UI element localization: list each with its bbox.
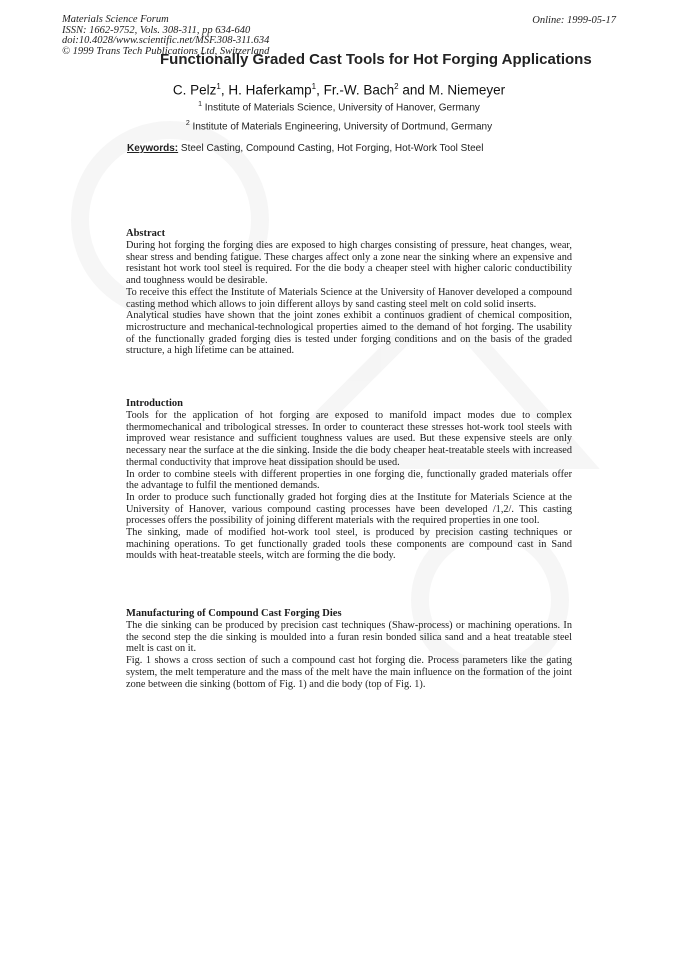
keywords (127, 143, 483, 154)
author-affil-mark: 1 (216, 82, 221, 91)
paper-title (160, 51, 592, 73)
journal-name: Materials Science Forum (62, 14, 169, 25)
affiliation-text: Institute of Materials Science, University of Hanover, Germany (204, 102, 480, 114)
author-list (0, 82, 678, 98)
affiliation-mark: 1 (198, 101, 202, 108)
manufacturing-heading: Manufacturing of Compound Cast Forging Dies (126, 608, 342, 619)
copyright-notice: © 1999 Trans Tech Publications Ltd, Switzerland (62, 45, 270, 57)
online-date: Online: 1999-05-17 (532, 15, 616, 26)
abstract-heading: Abstract (126, 228, 166, 239)
introduction-paragraph: The sinking, made of modified hot-work tool steel, is produced by precision casting techniques or machining operations. To get functionally graded tools these components are compound cast in Sand moulds with heat-treatable steels, witch are forming the die body. (126, 527, 572, 562)
keywords-text: Steel Casting, Compound Casting, Hot Forging, Hot-Work Tool Steel (180, 143, 484, 154)
author-separator: , (220, 82, 229, 98)
manufacturing-paragraph: The die sinking can be produced by precision cast techniques (Shaw-process) or machining operations. In the second step the die sinking is moulded into a furan resin bonded silica sand and a heat treatable steel melt is cast on it. (126, 620, 572, 655)
author-affil-mark: 2 (394, 82, 399, 91)
author-bach: Fr.-W. Bach (323, 82, 395, 98)
abstract-section (126, 228, 572, 357)
affiliation-1 (0, 101, 678, 113)
author-pelz: C. Pelz (172, 82, 217, 98)
introduction-section (126, 398, 572, 562)
paper-title-text: Functionally Graded Cast Tools for Hot Forging Applications (160, 51, 592, 68)
abstract-paragraph: Analytical studies have shown that the joint zones exhibit a continuos gradient of chemical composition, microstructure and mechanical-technological properties aimed to the demand of hot forging. The usability of the functionally graded forging dies is tested under forging conditions and on the basis of the graded structure, a high lifetime can be attained. (126, 310, 572, 357)
author-haferkamp: H. Haferkamp (228, 82, 312, 98)
manufacturing-section (126, 608, 572, 690)
issn-volume-pages: ISSN: 1662-9752, Vols. 308-311, pp 634-640 (62, 24, 251, 36)
abstract-paragraph: To receive this effect the Institute of Materials Science at the University of Hanover developed a compound casting method which allows to join different alloys by sand casting steel melt on cold solid inserts. (126, 286, 572, 310)
author-niemeyer: M. Niemeyer (428, 82, 506, 98)
doi-link[interactable]: doi:10.4028/www.scientific.net/MSF.308-311.634 (62, 35, 270, 47)
introduction-paragraph: In order to combine steels with different properties in one forging die, functionally graded materials offer the advantage to fulfil the mentioned demands. (126, 468, 572, 492)
introduction-paragraph: Tools for the application of hot forging are exposed to manifold impact modes due to complex thermomechanical and tribological stresses. In order to counteract these stresses hot-work tool steels with improved wear resistance and sufficient toughness values are used. But these expensive steels are only necessary near the surface at the die sinking. Inside the die body cheaper heat-treatable steels with increased thermal conductivity that improve heat dissipation should be used. (126, 410, 572, 468)
author-separator: and (398, 82, 429, 98)
affiliation-2 (0, 120, 678, 132)
introduction-paragraph: In order to produce such functionally graded hot forging dies at the Institute for Materials Science at the University of Hanover, various compound casting processes have been developed /1,2/. This casting processes offers the possibility of joining different materials with the required properties in one tool. (126, 491, 572, 527)
affiliation-text: Institute of Materials Engineering, University of Dortmund, Germany (192, 121, 493, 133)
abstract-paragraph: During hot forging the forging dies are exposed to high charges consisting of pressure, heat changes, wear, shear stress and bending fatigue. These charges affect only a zone near the sinking where an expensive and resistant hot work tool steel is required. For the die body a cheaper steel with higher caloric conductibility and toughness would be desirable. (126, 240, 572, 287)
introduction-heading: Introduction (126, 398, 183, 409)
affiliation-mark: 2 (185, 120, 190, 127)
keywords-label: Keywords: (127, 143, 179, 154)
author-affil-mark: 1 (311, 82, 317, 91)
author-separator: , (316, 82, 324, 98)
manufacturing-paragraph: Fig. 1 shows a cross section of such a compound cast hot forging die. Process parameters like the gating system, the melt temperature and the mass of the melt have the main influence on the formation of the joint zone between die sinking (bottom of Fig. 1) and die body (top of Fig. 1). (126, 655, 572, 690)
